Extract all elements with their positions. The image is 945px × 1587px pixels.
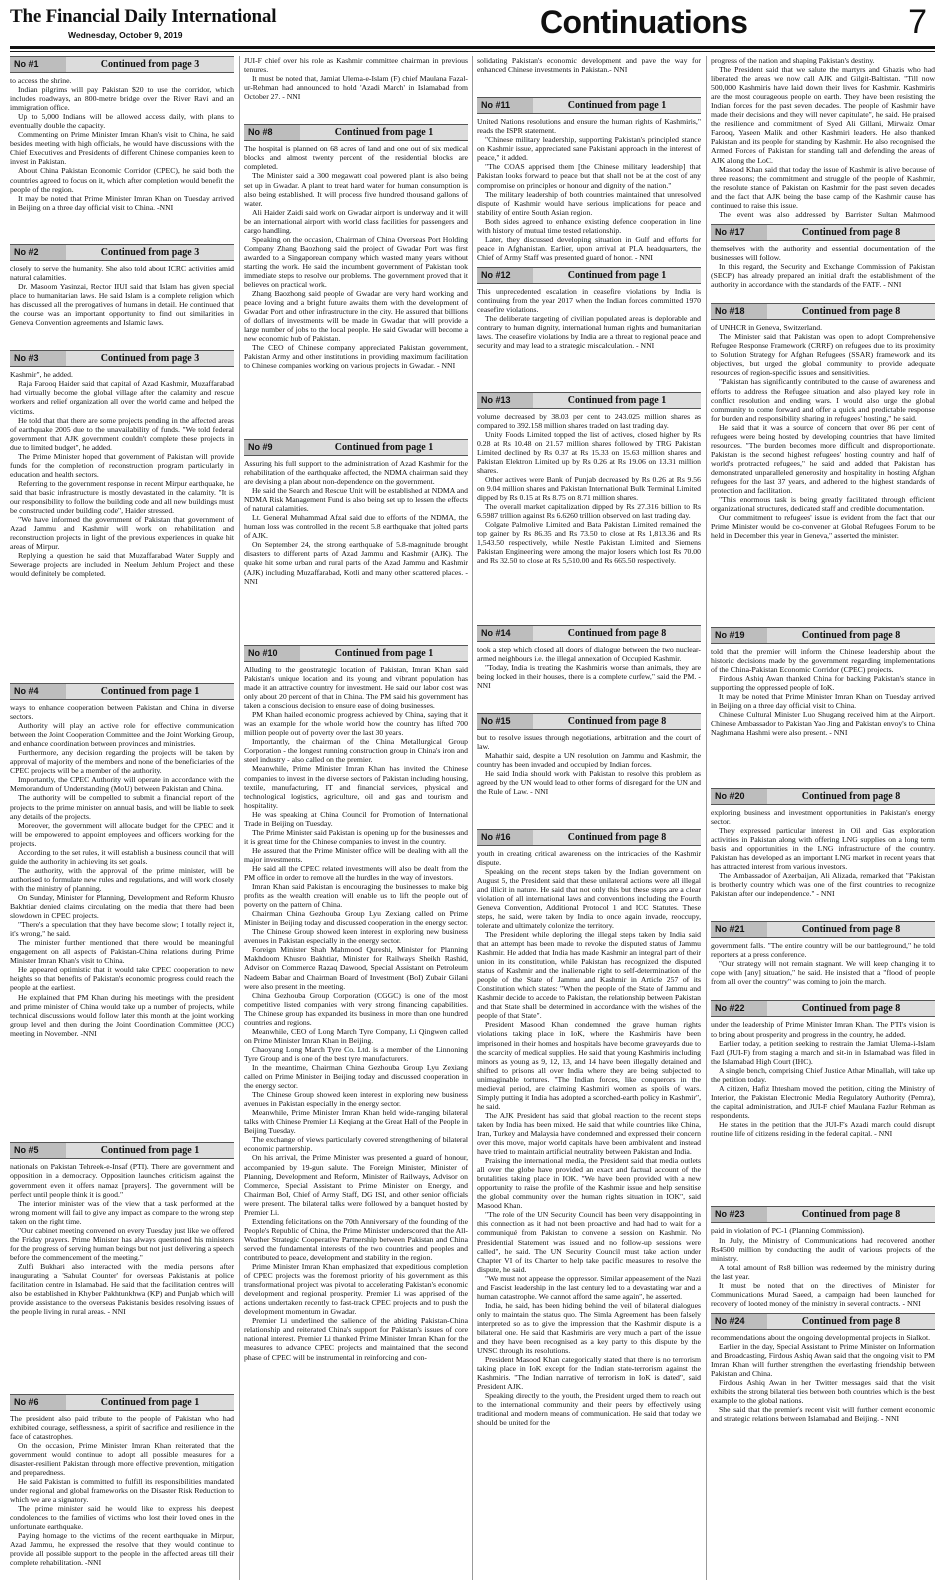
article-paragraph: A citizen, Hafiz Ihtesham moved the petition, citing the Ministry of Interior, the Pakistan Electronic Media Regulatory Authority (Pemra), the capital administration, and JUI-F chief Maulana Fazlur Rehman as respondents. (711, 1083, 935, 1120)
article-continuation (477, 392, 701, 620)
article-continuation (711, 224, 935, 298)
article-paragraph: nationals on Pakistan Tehreek-e-Insaf (PTI). There are government and opposition in a democracy. Opposition launches criticism against the government even it offers namaz [prayers]. The government will be perfect until people think it is good." (10, 1162, 234, 1199)
article-paragraph: youth in creating critical awareness on the intricacies of the Kashmir dispute. (477, 848, 701, 867)
continuation-title: Continued from page 8 (801, 226, 901, 238)
continuation-number: No #14 (477, 626, 533, 641)
article-paragraph: Colgate Palmolive Limited and Bata Pakistan Limited remained the top gainer by Rs 86.35 and Rs 73.50 to close at Rs 1,813.36 and Rs 1,543.50 respectively, while Nestle Pakistan Limited and Siemens Pakistan Engineering were among the major losers which lost Rs 70.00 and Rs 32.50 to close at Rs 5,510.00 and Rs 665.50 respectively. (477, 520, 701, 566)
article-body (477, 733, 701, 824)
article-paragraph: Extending felicitations on the 70th Anniversary of the founding of the People's Republic of China, the Prime Minister underscored that the All-Weather Strategic Cooperative Partnership between Pakistan and China served the fundamental interests of the two countries and peoples and contributed to peace, development and stability in the region. (244, 1216, 468, 1262)
continuation-title: Continued from page 8 (801, 790, 901, 802)
article-paragraph: told that the premier will inform the Chinese leadership about the historic decisions made by the government regarding implementations of the China-Pakistan Economic Corridor (CPEC) projects. (711, 646, 935, 674)
article-carryover (711, 56, 935, 219)
continuation-title: Continued from page 1 (334, 441, 434, 453)
continuation-number: No #19 (711, 628, 767, 643)
continuation-header (10, 350, 234, 367)
article-paragraph: Paying homage to the victims of the recent earthquake in Mirpur, Azad Jammu, he expressed the resolve that they would continue to provide all possible support to the people in the affected areas till their complete rehabilitation. -NNI (10, 1531, 234, 1568)
article-paragraph: He said all the CPEC related investments will also be dealt from the PM office in order to remove all the hurdles in the way of investors. (244, 863, 468, 883)
article-paragraph: On September 24, the strong earthquake of 5.8-magnitude brought disasters to different parts of Azad Jammu and Kashmir (AJK). The quake hit some urban and rural parts of the Azad Jammu and Kashmir (AJK) including Muzaffarabad, Kotli and many other scattered places. - NNI (244, 540, 468, 586)
article-body (244, 665, 468, 1570)
article-paragraph: "Our cabinet meeting convened on every Tuesday just like we offered the Friday prayers. Prime Minister has always questioned his ministers for the progress of serving human beings but not just delivering a speech before the commencement of the meeting." (10, 1225, 234, 1262)
article-paragraph: The prime minister said he would like to express his deepest condolences to the families of victims who lost their loved ones in the unfortunate earthquake. (10, 1504, 234, 1532)
article-paragraph: Prime Minister Imran Khan emphasized that expeditious completion of CPEC projects was the foremost priority of his government as this transformational project was pivotal to accelerating Pakistan's economic development and regional prosperity. Premier Li was apprised of the actions undertaken recently to fast-track CPEC projects and to push the development momentum in Gwadar. (244, 1262, 468, 1317)
continuation-title: Continued from page 8 (567, 831, 667, 843)
article-paragraph: Kashmir", he added. (10, 370, 73, 380)
continuation-number: No #2 (10, 245, 66, 260)
article-paragraph: The CEO of Chinese company appreciated Pakistan government, Pakistan Army and other institutions in providing maximum facilitation to Chinese companies working on various projects in Gwadar. - NNI (244, 343, 468, 371)
article-paragraph: The president also paid tribute to the people of Pakistan who had exhibited courage, selflessness, a spirit of sacrifice and resilience in the face of catastrophes. (10, 1413, 234, 1441)
column-4 (711, 56, 935, 1580)
article-paragraph: government falls. "The entire country will be our battleground," he told reporters at a press conference. (711, 941, 935, 960)
article-paragraph: Zhang Baozhong said people of Gwadar are very hard working and peace loving and a bright future awaits them with the development of Gwadar Port and other infrastructure in the city. He assured that billions of dollars of investments will be made in Gwadar that will provide a large number of jobs to the local people. He said Gwadar will become a new economic hub of Pakistan. (244, 289, 468, 344)
continuation-header (477, 267, 701, 284)
article-paragraph: Referring to the government response in recent Mirpur earthquake, he said that basic infrastructure is mostly devastated in the calamity. "It is our responsibility to follow the building code and all new buildings must be constructed under building code", Haider stressed. (10, 478, 234, 516)
article-paragraph: He appeared optimistic that it would take CPEC cooperation to new heights so that benefits of Pakistan's economic progress could reach the people at the earliest. (10, 965, 234, 993)
article-paragraph: On Sunday, Minister for Planning, Development and Reform Khusro Bakhtiar denied claims circulating on the media that there had been slowdown in CPEC projects. (10, 893, 234, 921)
article-paragraph: progress of the nation and shaping Pakistan's destiny. (711, 56, 875, 65)
article-body (711, 323, 935, 622)
article-paragraph: "The COAS apprised them [the Chinese military leadership] that Pakistan looks forward to peace but that shall not be at the cost of any compromise on principles or honour and dignity of the nation." (477, 162, 701, 190)
article-body (711, 1020, 935, 1201)
article-paragraph: He was speaking at China Council for Promotion of International Trade in Beijing on Tuesday. (244, 809, 468, 828)
article-paragraph: The deliberate targeting of civilian populated areas is deplorable and contrary to human dignity, international human rights and humanitarian laws. The ceasefire violations by India are a threat to regional peace and security and may lead to a strategic miscalculation. - NNI (477, 314, 701, 351)
article-paragraph: The Prime Minister hoped that government of Pakistan will provide funds for the completion of reconstruction program particularly in education and health sectors. (10, 451, 234, 479)
article-continuation (477, 829, 701, 1573)
article-continuation (10, 244, 234, 345)
article-paragraph: The President said that we salute the martyrs and Ghazis who had liberated the areas we now call AJK and Gilgit-Baltistan. "Till now 500,000 Kashmiris have laid down their lives for Kashmir. Kashmiris are the most courageous people on earth. They have been resisting the Indian forces for the past seven decades. The people of Kashmir have made their decisions and they will never capitulate", he said. He praised the resilience and commitment of Syed Ali Gillani, Mirwaiz Omar Farooq, Yaseen Malik and other Kashmiri leaders. He also thanked Pakistan and its people for standing by Kashmir. He also recognised the Armed Forces of Pakistan for standing tall and defending the areas of AJK along the LoC. (711, 65, 935, 165)
article-paragraph: solidating Pakistan's economic development and pave the way for enhanced Chinese investments in Pakistan.- NNI (477, 56, 701, 75)
article-paragraph: Assuring his full support to the administration of Azad Kashmir for the rehabilitation of the earthquake affected, the NDMA chairman said they are devising a plan about non-dependence on the government. (244, 458, 468, 487)
article-paragraph: Imran Khan said Pakistan is encouraging the businesses to make big profits as the wealth creation will enable us to lift the people out of poverty on the pattern of China. (244, 882, 468, 910)
continuation-number: No #9 (244, 440, 300, 455)
article-paragraph: under the leadership of Prime Minister Imran Khan. The PTI's vision is to bring about prosperity and progress in the country, he added. (711, 1020, 935, 1039)
continuation-number: No #23 (711, 1207, 767, 1222)
article-paragraph: Firdous Ashiq Awan thanked China for backing Pakistan's stance in supporting the oppressed people of IoK. (711, 673, 935, 693)
article-paragraph: In this regard, the Security and Exchange Commission of Pakistan (SECP) has already prepared an initial draft the establishment of the authority in accordance with the standards of the FATF. - NNI (711, 261, 935, 290)
article-continuation (711, 1000, 935, 1201)
continuation-header (10, 683, 234, 700)
article-paragraph: Both sides agreed to enhance existing defence cooperation in line with history of mutual time tested relationship. (477, 216, 701, 235)
article-paragraph: The President while deploring the illegal steps taken by India said that an attempt has been made to revoke the disputed status of Jammu Kashmir. He added that India has made Kashmir an integral part of their union in its constitution, while Pakistan has recognized the disputed status of Kashmir and the inalienable right to self-determination of the people of the State of Jammu and Kashmir in Article 257 of its Constitution which states: "When the people of the State of Jammu and Kashmir decide to accede to Pakistan, the relationship between Pakistan and that State shall be determined in accordance with the wishes of the people of that State". (477, 929, 701, 1021)
continuation-number: No #11 (477, 98, 533, 113)
article-paragraph: The Chinese Group showed keen interest in exploring new business avenues in Pakistan especially in the energy sector. (244, 1090, 468, 1109)
article-paragraph: Dr. Masoom Yasinzai, Rector IIUI said that Islam has given special place to humanitarian laws. He said Islam is a complete religion which has discussed all the prerogatives of humans in detail. He continued that the course was an important opportunity to find out similarities in Geneva Convention agreements and Islamic laws. (10, 281, 234, 328)
article-continuation (711, 1206, 935, 1307)
continuation-title: Continued from page 8 (801, 1209, 901, 1221)
continuation-header (711, 921, 935, 938)
article-paragraph: The Ambassador of Azerbaijan, Ali Alizada, remarked that "Pakistan is brotherly country which was one of the first countries to recognize Pakistan after our independence." - NNI (711, 870, 935, 898)
article-paragraph: The hospital is planned on 68 acres of land and one out of six medical blocks and almost twenty percent of the residential blocks are completed. (244, 144, 468, 172)
article-body (711, 1226, 935, 1307)
article-paragraph: Ali Haider Zaidi said work on Gwadar airport is underway and it will be an international airport with world class facilities for passengers and cargo handling. (244, 207, 468, 235)
article-paragraph: Up to 5,000 Indians will be allowed access daily, with plans to eventually double the capacity. (10, 112, 234, 131)
article-paragraph: He assured that the Prime Minister office will be dealing with all the major investments. (244, 845, 468, 864)
article-body (711, 1333, 935, 1460)
article-paragraph: Mahathir said, despite a UN resolution on Jammu and Kashmir, the country has been invaded and occupied by Indian forces. (477, 751, 701, 770)
article-continuation (244, 645, 468, 1570)
article-paragraph: Speaking directly to the youth, the President urged them to reach out to the international community and their peers by effectively using traditional and modern means of communication. He said that today we should be united for the (477, 1391, 701, 1428)
article-continuation (244, 124, 468, 434)
article-paragraph: took a step which closed all doors of dialogue between the two nuclear-armed neighbours i.e. the illegal annexation of Occupied Kashmir. (477, 644, 701, 663)
continuation-title: Continued from page 1 (334, 647, 434, 659)
continuation-title: Continued from page 1 (100, 1396, 200, 1408)
continuation-title: Continued from page 8 (801, 629, 901, 641)
article-continuation (477, 625, 701, 708)
article-paragraph: Lt. General Muhammad Afzal said due to efforts of the NDMA, the human loss was controlled in the recent 5.8 earthquake that jolted parts of AJK. (244, 513, 468, 541)
article-paragraph: The AJK President has said that global reaction to the recent steps taken by India has been mixed. He said that while countries like China, Iran, Turkey and Malaysia have condemned and expressed their concern over this move, major world capitals have been ambivalent and instead have tried to maintain artificial neutrality between Pakistan and India. (477, 1110, 701, 1157)
continuation-header (711, 627, 935, 644)
article-body (477, 645, 701, 708)
article-paragraph: "Our strategy will not remain stagnant. We will keep changing it to cope with [any] situation," he said. He insisted that a "flood of people from all over the country" was coming to join the march. (711, 959, 935, 987)
article-paragraph: They expressed particular interest in Oil and Gas exploration activities in Pakistan along with offering LNG supplies on a long term basis and opportunities in the LNG infrastructure of the country. Pakistan has developed as an important LNG market in recent years that has attracted interest from various investors. (711, 825, 935, 871)
article-paragraph: In the meantime, Chairman China Gezhouba Group Lyu Zexiang called on Prime Minister in Beijing today and discussed cooperation in the energy sector. (244, 1063, 468, 1091)
article-body (711, 941, 935, 995)
article-paragraph: It must be noted that on the directives of Minister for Communications Murad Saeed, a campaign had been launched for recovery of looted money of the ministry in several contracts. - NNI (711, 1280, 935, 1308)
continuation-header (244, 439, 468, 456)
article-carryover (244, 56, 468, 119)
continuation-header (477, 97, 701, 114)
continuation-number: No #1 (10, 57, 66, 72)
article-continuation (244, 439, 468, 640)
continuation-number: No #13 (477, 393, 533, 408)
article-paragraph: Importantly, the chairman of the China Metallurgical Group Corporation - the longest running construction group in China's iron and steel industry - also called on the premier. (244, 737, 468, 765)
issue-date: Wednesday, October 9, 2019 (68, 30, 183, 40)
article-paragraph: Chaoyang Long March Tyre Co. Ltd. is a member of the Linnoning Tyre Group and is one of the best tyre manufacturers. (244, 1044, 468, 1063)
article-paragraph: Moreover, the government will allocate budget for the CPEC and it will be empowered to appoint employees and officers working for the projects. (10, 820, 234, 848)
column-2 (244, 56, 468, 1580)
article-continuation (477, 267, 701, 387)
article-paragraph: Premier Li underlined the salience of the abiding Pakistan-China relationship and reiterated China's support for Pakistan's issues of core national interest. Premier Li thanked Prime Minister Imran Khan for the measures to advance CPEC projects and maintained that the second phase of CPEC will be instrumental in reinforcing and con- (244, 1316, 468, 1362)
article-paragraph: The Minister said a 300 megawatt coal powered plant is also being set up in Gwadar. A plant to treat hard water for human consumption is also being established. It will process five hundred thousand gallons of water. (244, 171, 468, 208)
article-paragraph: The authority will be compelled to submit a financial report of the projects to the prime minister on annual basis, and will be liable to seek any details of the projects. (10, 793, 234, 821)
article-paragraph: but to resolve issues through negotiations, arbitration and the court of law. (477, 733, 701, 752)
continuation-title: Continued from page 1 (567, 100, 667, 112)
continuation-number: No #15 (477, 714, 533, 729)
article-paragraph: The military leadership of both countries maintained that unresolved dispute of Kashmir would have serious implications for peace and stability of entire South Asian region. (477, 189, 701, 217)
column-1 (10, 56, 234, 1580)
article-continuation (711, 627, 935, 783)
article-paragraph: Meanwhile, Prime Minister Imran Khan held wide-ranging bilateral talks with Chinese Premier Li Keqiang at the Great Hall of the People in Beijing Tuesday. (244, 1108, 468, 1136)
article-paragraph: "Today, India is treating the Kashmiris worse than animals, they are being locked in their houses, there is a complete curfew," said the PM. - NNI (477, 662, 701, 690)
article-continuation (10, 350, 234, 678)
article-paragraph: Speaking on the occasion, Chairman of China Overseas Port Holding Company Zhang Baozhong said the project of Gwadar Port was first awarded to a Singaporean company which wasted many years without starting the work. He said the incumbent government of Pakistan took immediate steps to resolve our problems. The government proved that it believes on practical work. (244, 234, 468, 290)
continuation-number: No #24 (711, 1314, 767, 1329)
article-paragraph: The exchange of views particularly covered strengthening of bilateral economic partnership. (244, 1135, 468, 1154)
continuation-header (477, 392, 701, 409)
continuation-title: Continued from page 3 (100, 353, 200, 365)
continuation-header (711, 1206, 935, 1223)
continuation-header (477, 829, 701, 846)
masthead-rule-thin (10, 51, 935, 52)
article-paragraph: Commenting on Prime Minister Imran Khan's visit to China, he said besides meeting with high officials, he would have discussions with the Chief Executives and Presidents of different Chinese companies keen to invest in Pakistan. (10, 130, 234, 167)
column-3 (477, 56, 701, 1580)
continuation-title: Continued from page 1 (567, 269, 667, 281)
continuation-title: Continued from page 8 (567, 627, 667, 639)
continuation-header (711, 1313, 935, 1330)
article-body (477, 117, 701, 262)
article-paragraph: "We have informed the government of Pakistan that government of Azad Jammu and Kashmir will work on rehabilitation and reconstruction projects in light of the previous experiences in quake hit areas of Mirpur. (10, 515, 234, 552)
continuation-title: Continued from page 1 (100, 1145, 200, 1157)
article-paragraph: exploring business and investment opportunities in Pakistan's energy sector. (711, 807, 935, 826)
continuation-title: Continued from page 3 (100, 246, 200, 258)
continuation-header (244, 124, 468, 141)
continuation-title: Continued from page 8 (801, 306, 901, 318)
article-paragraph: JUI-F chief over his role as Kashmir committee chairman in previous tenures. (244, 56, 468, 75)
article-paragraph: Our commitment to refugees' issue is evident from the fact that our Prime Minister would be co-convener at Global Refugees Forum to be held in December this year in Geneva," asserted the minister. (711, 513, 935, 541)
article-continuation (711, 921, 935, 995)
article-paragraph: The Minister said that Pakistan was open to adopt Comprehensive Refugee Response Framework (CRRF) on refugees due to its proximity to Solution Strategy for Afghan Refugees (SSAR) framework and its objectives, but urged the global community to provide adequate resources of region-specific issues and sensitivities. (711, 332, 935, 378)
continuation-number: No #10 (244, 646, 300, 661)
continuation-title: Continued from page 3 (100, 59, 200, 70)
continuation-title: Continued from page 8 (567, 716, 667, 728)
continuation-number: No #21 (711, 922, 767, 937)
continuation-header (711, 303, 935, 320)
article-paragraph: Firdous Ashiq Awan in her Twitter messages said that the visit exhibits the strong bilateral ties between both countries which is the best example to the global nations. (711, 1378, 935, 1406)
article-paragraph: closely to serve the humanity. She also told about ICRC activities amid natural calamities. (10, 263, 234, 282)
article-body (244, 56, 468, 119)
article-paragraph: paid in violation of PC-1 (Planning Commission). (711, 1226, 865, 1236)
article-paragraph: Authority will play an active role for effective communication between the Joint Cooperation Committee and the Joint Working Group, and enhance coordination between provinces and ministries. (10, 721, 234, 749)
article-paragraph: Other actives were Bank of Punjab decreased by Rs 0.26 at Rs 9.56 on 9.04 million shares and Pakistan International Bulk Terminal Limited dipped by Rs 0.15 at Rs 8.75 on 8.71 million shares. (477, 474, 701, 502)
article-paragraph: Speaking on the recent steps taken by the Indian government on August 5, the President said that these unilateral actions were all illegal and illicit in nature. He said that not only this but these steps are a clear violation of all international laws and conventions including the Fourth Geneva Convention, Additional Protocol 1 and ICC Statutes. These steps, he said, were taken by India to once again invade, reoccupy, tolerate and ultimately colonize the territory. (477, 866, 701, 930)
article-paragraph: It may be noted that Prime Minister Imran Khan on Tuesday arrived in Beijing on a three day official visit to China. -NNI (10, 193, 234, 212)
article-paragraph: "There's a speculation that they have become slow; I totally reject it, it's wrong," he said. (10, 920, 234, 939)
article-body (10, 264, 234, 345)
article-body (10, 370, 234, 678)
article-paragraph: "Chinese military leadership, supporting Pakistan's principled stance on Kashmir issue, appreciated sane Pakistani approach in the interest of peace," it added. (477, 135, 701, 163)
article-continuation (711, 788, 935, 917)
article-paragraph: Alluding to the geostrategic location of Pakistan, Imran Khan said Pakistan's unique location and its young and vibrant population has made it an attractive country for investment. He said our labor cost was only about 20 percent of that in China. The PM said his government has taken a conscious decision to ensure ease of doing businesses. (244, 664, 468, 711)
masthead-rule (10, 46, 935, 49)
continuation-number: No #8 (244, 125, 300, 140)
continuation-number: No #22 (711, 1001, 767, 1016)
article-paragraph: Chinese Cultural Minister Luo Shugang received him at the Airport. Chinese Ambassador to Pakistan Yao Jing and Pakistan envoy's to China Naghmana Hashmi were also present. - NNI (711, 710, 935, 738)
continuation-title: Continued from page 8 (801, 1315, 901, 1327)
article-paragraph: On the occasion, Prime Minister Imran Khan reiterated that the government would continue to adopt all possible measures for a disaster-resilient Pakistan through more effective prevention, mitigation and preparedness. (10, 1440, 234, 1477)
article-paragraph: recommendations about the ongoing developmental projects in Sialkot. (711, 1332, 931, 1342)
article-body (477, 287, 701, 387)
article-body (477, 849, 701, 1573)
article-paragraph: A single bench, comprising Chief Justice Athar Minallah, will take up the petition today. (711, 1065, 935, 1084)
continuation-number: No #20 (711, 789, 767, 804)
article-paragraph: "This enormous task is being greatly facilitated through efficient organizational structures, dedicated staff and credible documentation. (711, 495, 935, 514)
continuation-header (711, 788, 935, 805)
continuation-header (711, 224, 935, 241)
article-paragraph: Meanwhile, CEO of Long March Tyre Company, Li Qingwen called on Prime Minister Imran Khan in Beijing. (244, 1026, 468, 1045)
continuation-number: No #4 (10, 684, 66, 699)
article-paragraph: to access the shrine. (10, 76, 72, 85)
article-paragraph: themselves with the authority and essential documentation of the businesses will follow. (711, 243, 935, 262)
article-paragraph: The authority, with the approval of the prime minister, will be authorised to formulate new rules and regulations, and will work closely with the ministry of planning. (10, 865, 234, 893)
article-body (477, 56, 701, 92)
continuation-number: No #5 (10, 1143, 66, 1158)
article-paragraph: He said that it was a source of concern that over 86 per cent of refugees were being hosted by developing countries that have limited resources. "The burden becomes more difficult and disproportionate. Pakistan is the second highest refugees' hosting country and half of world's protracted refugees," he said and added that Pakistan has demonstrated unparalleled generosity and hospitality in hosting Afghan refugees for the last 37 years, and adhered to the highest standards of protection and facilitation. (711, 422, 935, 496)
article-paragraph: President Masood Khan condemned the grave human rights violations taking place in IoK, where the Kashmiris have been imprisoned in their homes and hospitals have become graveyards due to the scarcity of medical supplies. He said that young Kashmiris including minors as young as 9, 12, 13, and 14 have been illegally detained and shifted to prisons all over India where they are being subjected to unimaginable tortures. "The Indian forces, like conquerors in the medieval period, are claiming Kashmiri women as spoils of wars. Simply putting it India has adopted a scorched-earth policy in Kashmir", he said. (477, 1020, 701, 1111)
article-paragraph: Meanwhile, Prime Minister Imran Khan has invited the Chinese companies to invest in the diverse sectors of Pakistan including housing, textile, manufacturing, IT and financial services, physical and technological logistics, agriculture, oil and gas and tourism and hospitality. (244, 764, 468, 810)
article-body (10, 1414, 234, 1580)
continuation-title: Continued from page 8 (801, 924, 901, 936)
article-continuation (10, 56, 234, 239)
article-paragraph: He said the Search and Rescue Unit will be established at NDMA and NDMA Risk Management Fund is also being set up to lessen the effects of natural calamities. (244, 486, 468, 514)
article-paragraph: President Masood Khan categorically stated that there is no terrorism taking place in IoK except for the Indian state-terrorism against the Kashmiris. "The Indian narrative of terrorism in IoK is dated", said President AJK. (477, 1355, 701, 1392)
article-continuation (477, 713, 701, 824)
section-title: Continuations (540, 4, 748, 40)
article-paragraph: Chairman China Gezhouba Group Lyu Zexiang called on Prime Minister in Beijing today and discussed cooperation in the energy sector. (244, 909, 468, 928)
article-paragraph: Furthermore, any decision regarding the projects will be taken by approval of majority of the members and none of the beneficiaries of the CPEC projects will be a member of the authority. (10, 748, 234, 776)
article-paragraph: He said India should work with Pakistan to resolve this problem as agreed by the UN would lead to other forms of disregard for the UN and the Rule of Law. - NNI (477, 769, 701, 797)
continuation-number: No #18 (711, 304, 767, 319)
page-number: 7 (908, 3, 927, 41)
article-paragraph: China Gezhouba Group Corporation (CGGC) is one of the most competitive listed companies with very strong financing capabilities. The Chinese group has expanded its business in more than one hundred countries and regions. (244, 990, 468, 1027)
continuation-header (10, 1142, 234, 1159)
article-paragraph: volume decreased by 38.03 per cent to 243.025 million shares as compared to 392.158 million shares traded on last trading day. (477, 411, 701, 430)
article-paragraph: "The role of the UN Security Council has been very disappointing in this connection as it had not been proactive and had had to wait for a communiqué from Pakistan to convene a session on Kashmir. No Presidential Statement was issued and no follow-up sessions were called", he said. The UN Security Council must take action under Chapter VI of its Charter to help take pacific measures to resolve the dispute, he said. (477, 1210, 701, 1274)
article-paragraph: He states in the petition that the JUI-F's Azadi march could disrupt routine life of citizens residing in the federal capital. - NNI (711, 1119, 935, 1139)
article-paragraph: In July, the Ministry of Communications had recovered another Rs4500 million by conducting the audit of various projects of the ministry. (711, 1235, 935, 1263)
article-paragraph: Unity Foods Limited topped the list of actives, closed higher by Rs 0.28 at Rs 10.48 on 21.57 million shares followed by TRG Pakistan Limited declined by Rs 0.37 at Rs 15.33 on 15.63 million shares and Pakistan Elektron Limited up by Rs 0.26 at Rs 19.06 on 13.31 million shares. (477, 429, 701, 475)
continuation-header (477, 713, 701, 730)
article-paragraph: It may be noted that Prime Minister Imran Khan on Tuesday arrived in Beijing on a three day official visit to China. (711, 692, 935, 711)
article-paragraph: This unprecedented escalation in ceasefire violations by India is continuing from the year 2017 when the Indian forces committed 1970 ceasefire violations. (477, 286, 701, 315)
article-continuation (711, 1313, 935, 1460)
article-carryover (477, 56, 701, 92)
article-paragraph: ways to enhance cooperation between Pakistan and China in diverse sectors. (10, 703, 234, 722)
continuation-title: Continued from page 8 (801, 1003, 901, 1015)
continuation-title: Continued from page 1 (100, 686, 200, 698)
article-paragraph: India, he said, has been hiding behind the veil of bilateral dialogues only to maintain the status quo. The Simla Agreement has been falsely interpreted so as to give the impression that the Kashmir dispute is a bilateral one. He said that Kashmiris are very much a part of the issue and they have been recognised as a key party to this dispute by the UNSC through its resolutions. (477, 1300, 701, 1356)
article-body (244, 459, 468, 640)
continuation-header (244, 645, 468, 662)
article-continuation (10, 683, 234, 1137)
continuation-number: No #16 (477, 830, 533, 845)
continuation-number: No #6 (10, 1395, 66, 1410)
article-paragraph: According to the set rules, it will establish a business council that will guide the authority in achieving its set goals. (10, 847, 234, 866)
article-paragraph: Later, they discussed developing situation in Gulf and efforts for peace in Afghanistan. Earlier, upon arrival at PLA headquarters, the Chief of Army Staff was presented guard of honor. - NNI (477, 234, 701, 262)
article-paragraph: On his arrival, the Prime Minister was presented a guard of honour, accompanied by 19-gun salute. The Foreign Minister, Minister of Planning, Development and Reform, Minister of Railways, Advisor on Commerce, Special Assistant to Prime Minister on Energy, and Chairman BoI, Chief of Army Staff, DG ISI, and other senior officials were present. The bilateral talks were followed by a banquet hosted by Premier Li. (244, 1153, 468, 1217)
article-paragraph: United Nations resolutions and ensure the human rights of Kashmiris," reads the ISPR statement. (477, 117, 701, 136)
continuation-header (711, 1000, 935, 1017)
columns (10, 56, 935, 1580)
article-paragraph: Importantly, the CPEC Authority will operate in accordance with the Memorandum of Understanding (MoU) between Pakistan and China. (10, 775, 234, 794)
article-paragraph: Earlier in the day, Special Assistant to Prime Minister on Information and Broadcasting, Firdous Ashiq Awan said that the ongoing visit to PM Imran Khan will further strengthen the everlasting friendship between Pakistan and China. (711, 1341, 935, 1379)
continuation-header (10, 1394, 234, 1411)
article-body (711, 808, 935, 917)
article-continuation (10, 1394, 234, 1580)
article-paragraph: Praising the international media, the President said that media outlets all over the globe have provided an exact and factual account of the brutalities taking place in IOK. "We have been provided with a new opportunity to raise the profile of the Kashmir issue and help sensitise the global community over the human rights situation in IOK", said Masood Khan. (477, 1156, 701, 1211)
article-paragraph: The minister further mentioned that there would be meaningful engagement on all aspects of Pakistan-China relations during Prime Minister Imran Khan's visit to China. (10, 938, 234, 966)
continuation-header (10, 56, 234, 73)
article-body (10, 703, 234, 1137)
article-body (10, 76, 234, 239)
paper-name: The Financial Daily International (10, 6, 277, 27)
article-paragraph: Foreign Minister Shah Mahmood Qureshi, Minister for Planning Makhdoom Khusro Bakhtiar, Minister for Railways Sheikh Rashid, Advisor on Commerce Razaq Dawood, Special Assistant on Petroleum Nadeem Babar and Chairman Board of Investment (BoI) Zubair Gilani were also present in the meeting. (244, 945, 468, 991)
article-paragraph: It must be noted that, Jamiat Ulema-e-Islam (F) chief Maulana Fazal-ur-Rehman had announced to hold 'Azadi March' in Islamabad from October 27. - NNI (244, 74, 468, 102)
continuation-title: Continued from page 1 (334, 127, 434, 139)
article-body (477, 412, 701, 620)
article-continuation (477, 97, 701, 262)
article-body (244, 144, 468, 434)
continuation-header (10, 244, 234, 261)
article-paragraph: The Prime Minister said Pakistan is opening up for the businesses and it is great time for the Chinese companies to invest in the country. (244, 827, 468, 846)
continuation-title: Continued from page 1 (567, 394, 667, 406)
article-body (711, 647, 935, 783)
article-paragraph: "We must not appease the oppressor. Similar appeasement of the Nazi and Fascist leadership in the last century led to a devastating war and a human catastrophe. We cannot afford the same again", he asserted. (477, 1273, 701, 1301)
article-paragraph: The interior minister was of the view that a task performed at the wrong moment will fail to give any impact as compare to the wrong step taken on the right time. (10, 1198, 234, 1226)
article-paragraph: He said Pakistan is committed to fulfill its responsibilities mandated under regional and global frameworks on the Disaster Risk Reduction to which we are a signatory. (10, 1476, 234, 1505)
article-paragraph: Raja Farooq Haider said that capital of Azad Kashmir, Muzaffarabad had virtually become the global village after the calamity and rescue workers and relief organization all over the world came and helped the victims. (10, 379, 234, 416)
article-paragraph: He explained that PM Khan during his meetings with the president and prime minister of China would take up a number of projects, while technical discussions would follow later this month at the joint working group level and then during the Joint Coordination Committee (JCC) meeting in November. -NNI (10, 992, 234, 1038)
article-paragraph: A total amount of Rs8 billion was redeemed by the ministry during the last year. (711, 1262, 935, 1281)
continuation-number: No #12 (477, 268, 533, 283)
article-paragraph: "Pakistan has significantly contributed to the cause of awareness and efforts to address the Refugee situation and also played key role in conflict resolution and ending wars. I would also urge the global community to come forward and offer a quick and predictable response for burden and responsibility sharing in refugees' hosting," he said. (711, 377, 935, 423)
article-paragraph: The Chinese Group showed keen interest in exploring new business avenues in Pakistan especially in the energy sector. (244, 927, 468, 946)
article-paragraph: Earlier today, a petition seeking to restrain the Jamiat Ulema-i-Islam Fazl (JUI-F) from staging a march and sit-in in Islamabad was filed in the Islamabad High Court (IHC). (711, 1038, 935, 1066)
article-paragraph: Zulfi Bukhari also interacted with the media persons after inaugurating a 'Sahulat Counter' for overseas Pakistanis at police facilitation centre in Islamabad. He said that the facilitation centres will also be established in Khyber Pakhtunkhwa (KP) and Punjab which will provide assistance to the overseas Pakistanis besides resolving issues of the people living in rural areas. - NNI (10, 1261, 234, 1317)
article-paragraph: of UNHCR in Geneva, Switzerland. (711, 323, 823, 333)
continuation-number: No #17 (711, 225, 767, 240)
article-paragraph: Replying a question he said that Muzaffarabad Water Supply and Sewerage projects are included in Neelum Jehlum Project and these would definitely be completed. (10, 551, 234, 579)
article-continuation (711, 303, 935, 622)
article-body (10, 1162, 234, 1388)
article-body (711, 244, 935, 298)
article-paragraph: She said that the premier's recent visit will further cement economic and strategic relations between Islamabad and Beijing. - NNI (711, 1405, 935, 1424)
article-paragraph: He told that that there are some projects pending in the affected areas of earthquake 2005 due to the unavailability of funds. "We told federal government that AJK government couldn't complete these projects in due to limited budget", he added. (10, 415, 234, 452)
article-paragraph: About China Pakistan Economic Corridor (CPEC), he said both the countries agreed to focus on it, which after completion would benefit the people of the region. (10, 166, 234, 194)
continuation-number: No #3 (10, 351, 66, 366)
article-paragraph: Masood Khan said that today the issue of Kashmir is alive because of three reasons; the commitment and struggle of the people of Kashmir, the resolute stance of Pakistan on Kashmir for the past seven decades and the fact that AJK being the base camp of the Kashmir cause has continued to raise this issue. (711, 164, 935, 210)
masthead (10, 3, 935, 46)
article-continuation (10, 1142, 234, 1388)
article-paragraph: Indian pilgrims will pay Pakistan $20 to use the corridor, which includes roadways, an 800-metre bridge over the River Ravi and an immigration office. (10, 85, 234, 113)
article-body (711, 56, 935, 219)
article-paragraph: The event was also addressed by Barrister Sultan Mahmood (719, 209, 935, 219)
article-paragraph: PM Khan hailed economic progress achieved by China, saying that it was an example for the whole world how the country has lifted 700 million people out of poverty over the last 30 years. (244, 710, 468, 738)
article-paragraph: The overall market capitalization dipped by Rs 27.316 billion to Rs 6.5987 trillion against Rs 6.6260 trillion observed on last trading day. (477, 502, 701, 521)
continuation-header (477, 625, 701, 642)
